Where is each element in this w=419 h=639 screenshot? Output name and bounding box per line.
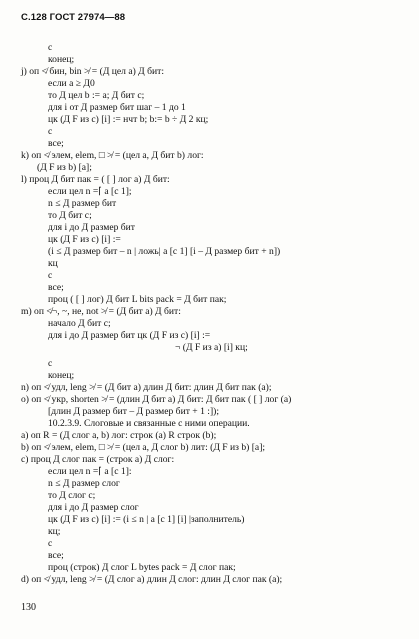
text-line: все;	[48, 282, 64, 293]
text-line: проц (строк) Д слог L bytes pack = Д слог пак;	[48, 562, 236, 573]
text-line: цк (Д F из с) [i] := (i ≤ n | а [с 1] [i] |заполнитель)	[48, 514, 245, 525]
text-line: n ≤ Д размер слог	[48, 478, 120, 489]
text-line: кц	[48, 258, 58, 269]
text-line: для i до Д размер бит	[48, 222, 136, 233]
text-line: [длин Д размер бит – Д размер бит + 1 :]);	[48, 406, 220, 417]
text-line: для i до Д размер слог	[48, 502, 139, 513]
text-line: j) оп ≮ бин, bin ≯ = (Д цел а) Д бит:	[21, 66, 165, 77]
text-line: конец;	[48, 370, 75, 381]
text-line: конец;	[48, 54, 75, 65]
text-line: l) проц Д бит пак = ( [ ] лог а) Д бит:	[21, 174, 170, 185]
text-line: (Д F из b) [а];	[37, 162, 92, 173]
page-number: 130	[21, 602, 36, 613]
text-line: k) оп ≮ элем, elem, □ ≯ = (цел а, Д бит b) лог:	[21, 150, 204, 161]
text-line: n) оп ≮ удл, leng ≯ = (Д бит а) длин Д бит: длин Д бит пак (а);	[21, 382, 272, 393]
text-line: b) оп ≮ элем, elem, □ ≯ = (цел а, Д слог b) лит: (Д F из b) [а];	[21, 442, 266, 453]
text-line: то Д слог с;	[48, 490, 96, 501]
text-line: если цел n =⌈ а [с 1];	[48, 186, 132, 197]
text-line: кц;	[48, 526, 61, 537]
text-line: цк (Д F из с) [i] := нчт b; b:= b ÷ Д 2 кц;	[48, 114, 209, 125]
text-line: все;	[48, 138, 64, 149]
text-line: (i ≤ Д размер бит – n | ложь| а [с 1] [i – Д размер бит + n])	[48, 246, 281, 257]
text-line: все;	[48, 550, 64, 561]
text-line: для i от Д размер бит шаг – 1 до 1	[48, 102, 186, 113]
text-line: начало Д бит с;	[48, 318, 111, 329]
text-line: c	[48, 538, 53, 549]
text-line: проц ( [ ] лог) Д бит L bits pack = Д бит пак;	[48, 294, 227, 305]
text-line: а) оп R = (Д слог а, b) лог: строк (а) R строк (b);	[21, 430, 217, 441]
text-line: c	[48, 126, 53, 137]
text-line: c	[48, 358, 53, 369]
text-line: o) оп ≮ укр, shorten ≯ = (длин Д бит а) Д бит: Д бит пак ( [ ] лог (а)	[21, 394, 292, 405]
page-header: С.128 ГОСТ 27974—88	[21, 12, 126, 23]
text-line: c	[48, 270, 53, 281]
text-line: c) проц Д слог пак = (строк а) Д слог:	[21, 454, 175, 465]
text-line: если а ≥ Д0	[48, 78, 95, 89]
text-line: для i до Д размер бит цк (Д F из с) [i] :=	[48, 330, 211, 341]
text-line: 10.2.3.9. Слоговые и связанные с ними операции.	[48, 418, 250, 429]
text-line: цк (Д F из с) [i] :=	[48, 234, 121, 245]
text-line: если цел n =⌈ а [с 1]:	[48, 466, 132, 477]
text-line: c	[48, 42, 53, 53]
text-line: m) оп ≮¬, ~, не, not ≯ = (Д бит а) Д бит:	[21, 306, 181, 317]
text-line: то Д бит с;	[48, 210, 92, 221]
text-line: то Д цел b := а; Д бит с;	[48, 90, 145, 101]
text-line: n ≤ Д размер бит	[48, 198, 117, 209]
text-line: ¬ (Д F из а) [i] кц;	[175, 342, 248, 353]
text-line: d) оп ≮ удл, leng ≯ = (Д слог а) длин Д слог: длин Д слог пак (а);	[21, 574, 283, 585]
